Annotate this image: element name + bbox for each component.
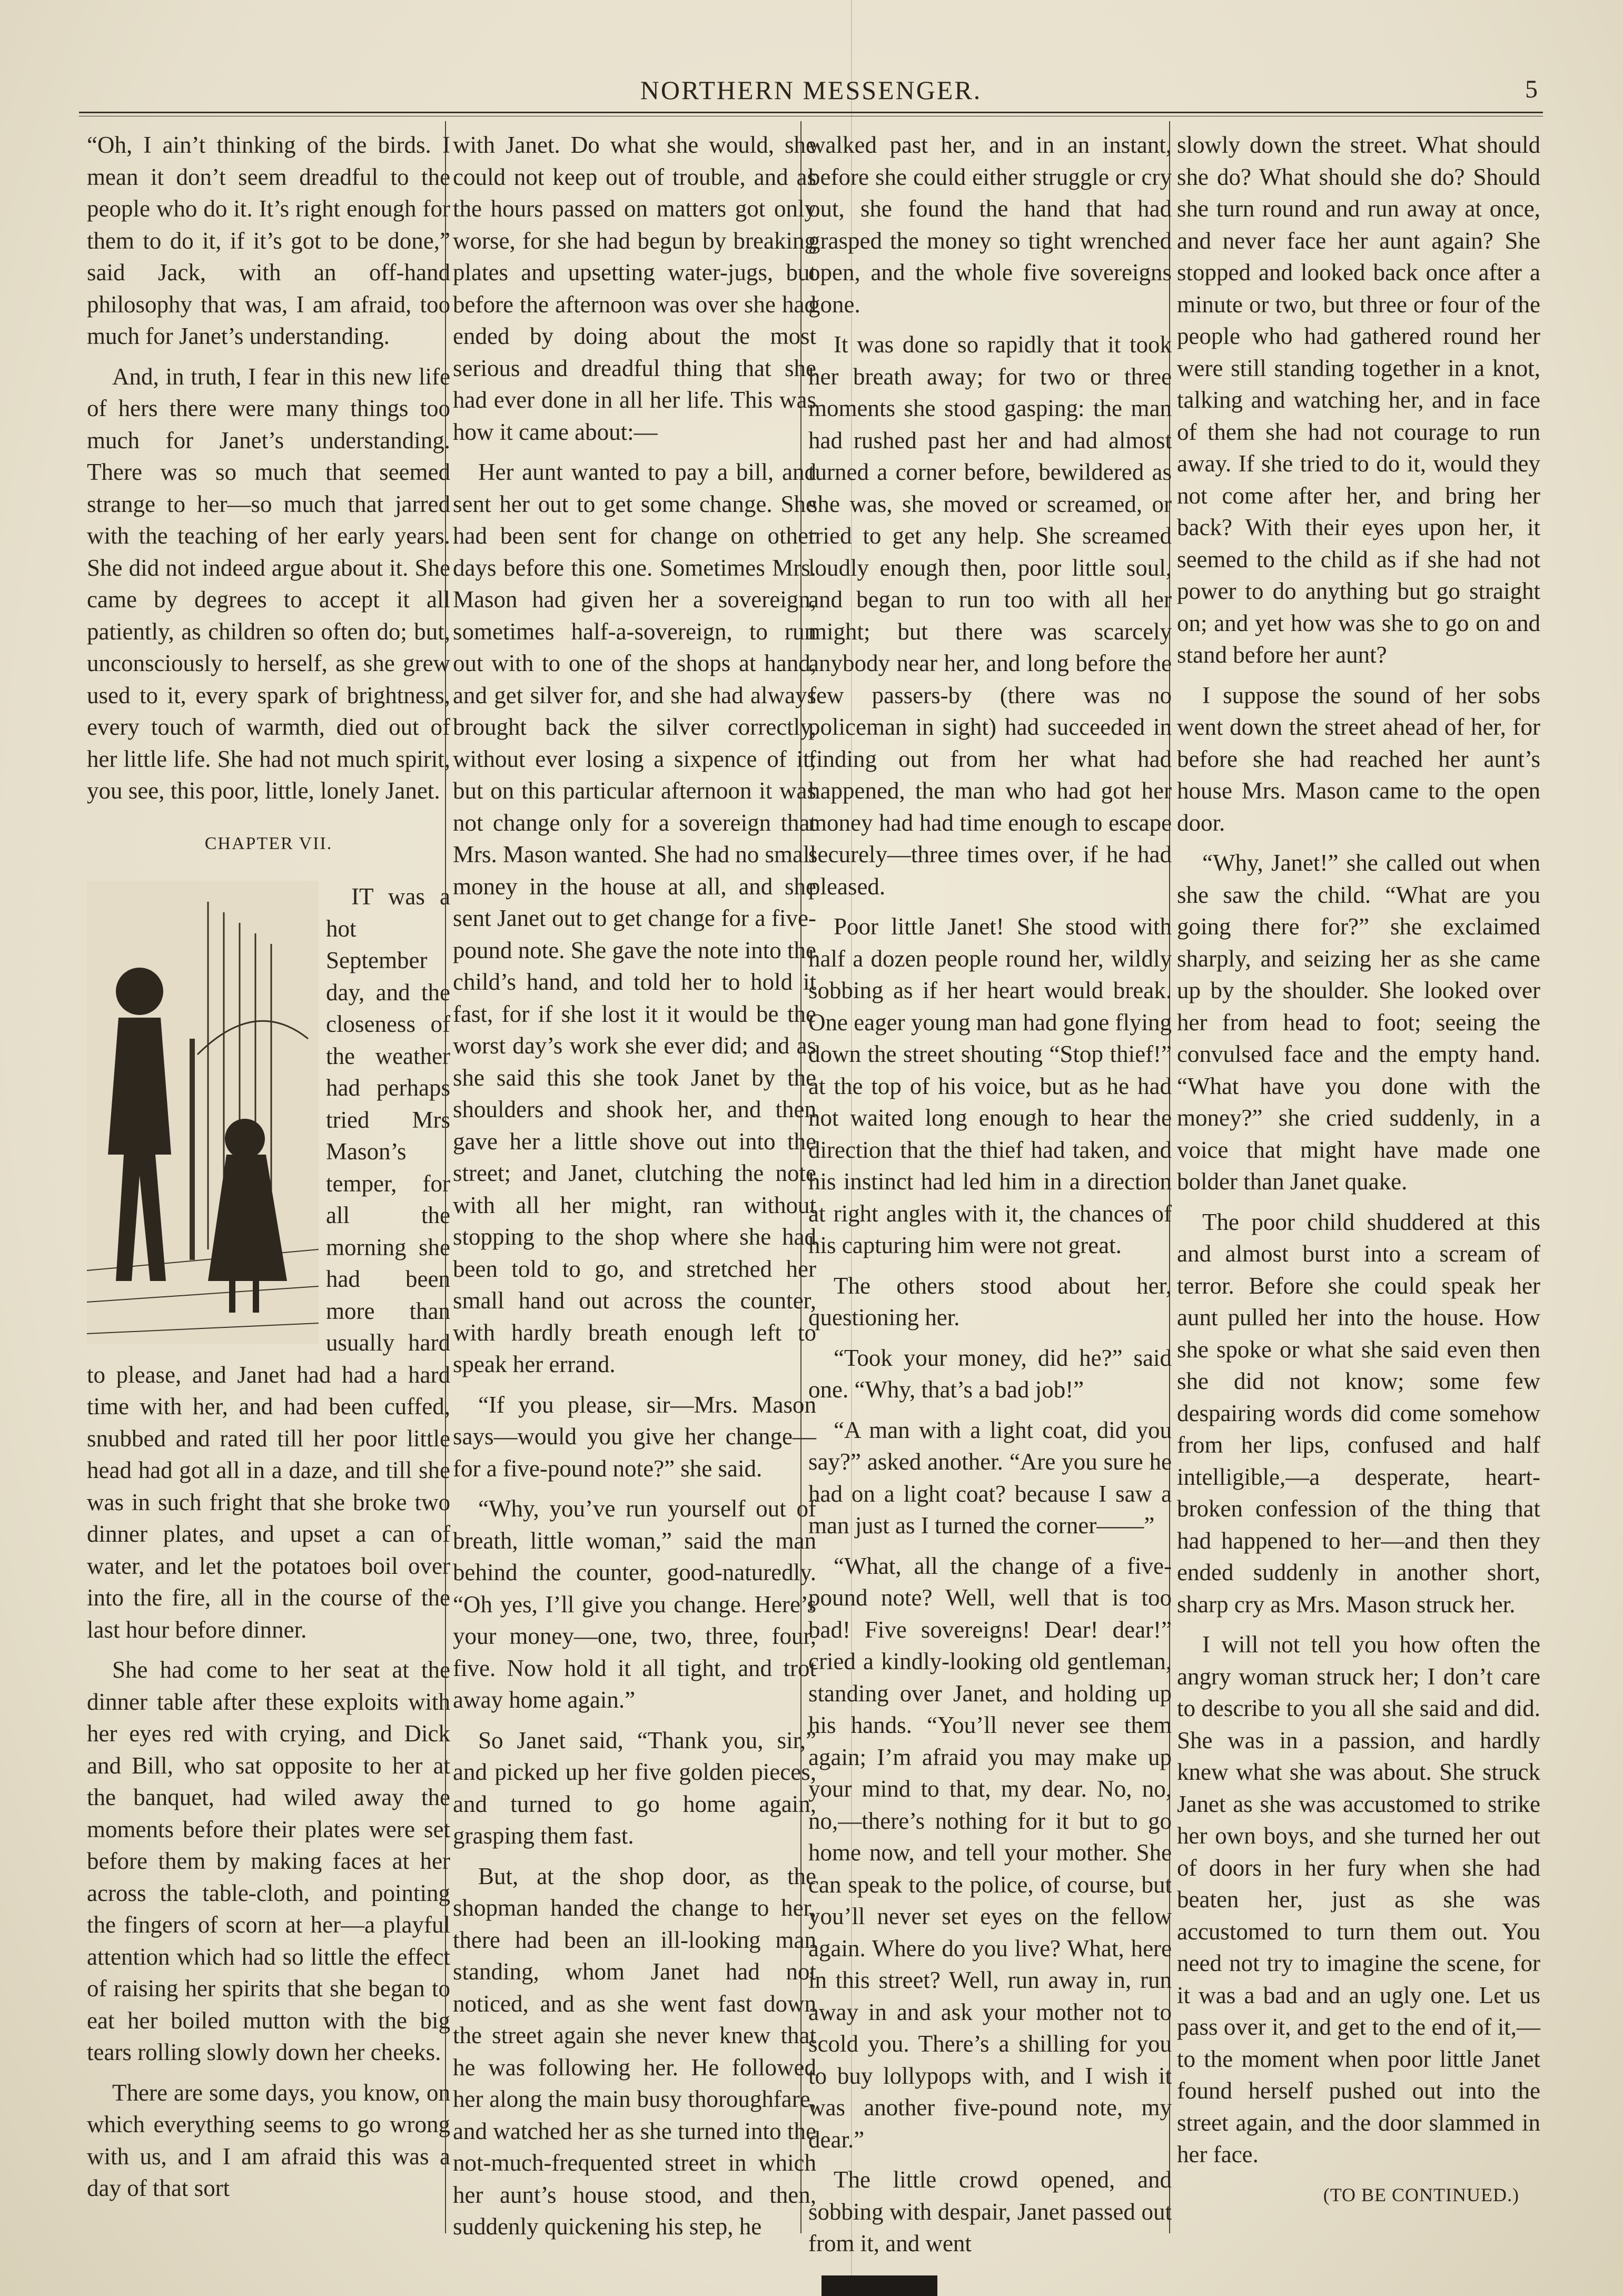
- page-number: 5: [1525, 75, 1538, 103]
- paragraph: “Took your money, did he?” said one. “Why, that’s a bad job!”: [808, 1344, 1172, 1403]
- page-edge-damage: [822, 2275, 937, 2296]
- paragraph: “Oh, I ain’t thinking of the birds. I mean it don’t seem dreadful to the people who do it. It’s right enough for them to do it, if it’s got to be done,” said Jack, with an off-hand philosophy that was, I am afraid, too much for Janet’s understanding.: [87, 132, 450, 349]
- paragraph: But, at the shop door, as the shopman handed the change to her, there had been an ill-looking man standing, whom Janet had not noticed, and as she went fast down the street again she never knew that he was following her. He followed her along the main busy thoroughfare, and watched her as she turned into the not-much-frequented street in which her aunt’s house stood, and then, suddenly quickening his step, he: [453, 1863, 816, 2240]
- paragraph: Poor little Janet! She stood with half a dozen people round her, wildly sobbing as if her heart would break. One eager young man had gone flying down the street shouting “Stop thief!” at the top of his voice, but as he had not waited long enough to hear the direction that the thief had taken, and his instinct had led him in a direction at right angles with it, the chances of his capturing him were not great.: [808, 913, 1172, 1258]
- paragraph: IT was a hot September day, and the closeness of the weather had perhaps tried Mrs Mason’s temper, for all the morning she had been more than usually hard to please, and Janet had had a hard time with her, and had been cuffed, snubbed and rated till her poor little head had got all in a daze, and till she was in such fright that she broke two dinner plates, and upset a can of water, and let the potatoes boil over into the fire, all in the course of the last hour before dinner.: [87, 883, 450, 1643]
- chapter-heading: CHAPTER VII.: [204, 833, 333, 853]
- paragraph: I suppose the sound of her sobs went down the street ahead of her, for before she had reached her aunt’s house Mrs. Mason came to the open door.: [1177, 682, 1540, 836]
- paragraph: “Why, Janet!” she called out when she saw the child. “What are you going there for?” she exclaimed sharply, and seizing her as she came up by the shoulder. She looked over her from head to foot; seeing the convulsed face and the empty hand. “What have you done with the money?” she cried suddenly, in a voice that might have made one bolder than Janet quake.: [1177, 850, 1540, 1195]
- paragraph: with Janet. Do what she would, she could not keep out of trouble, and as the hours passed on matters got only worse, for she had begun by breaking plates and upsetting water-jugs, but before the afternoon was over she had ended by doing about the most serious and dreadful thing that she had ever done in all her life. This was how it came about:—: [453, 132, 816, 445]
- paragraph: I will not tell you how often the angry woman struck her; I don’t care to describe to you all she said and did. She was in a passion, and hardly knew what she was about. She struck Janet as she was accustomed to strike her own boys, and she turned her out of doors in her fury when she had beaten her, just as she was accustomed to turn them out. You need not try to imagine the scene, for it was a bad and an ugly one. Let us pass over it, and get to the end of it,—to the moment when poor little Janet found herself pushed out into the street again, and the door slammed in her face.: [1177, 1631, 1540, 2167]
- paragraph: The little crowd opened, and sobbing with despair, Janet passed out from it, and went: [808, 2166, 1172, 2256]
- paragraph: “Why, you’ve run yourself out of breath, little woman,” said the man behind the counter, good-naturedly. “Oh yes, I’ll give you change. Here’s your money—one, two, three, four, five. Now hold it all tight, and trot away home again.”: [453, 1495, 816, 1713]
- column-3: [808, 129, 1172, 2256]
- to-be-continued: (TO BE CONTINUED.): [1323, 2184, 1519, 2205]
- header-rule: [79, 112, 1543, 113]
- paragraph: The poor child shuddered at this and almost burst into a scream of terror. Before she could speak her aunt pulled her into the house. How she spoke or what she said even then she did not know; some few despairing words did come somehow from her lips, confused and half intelligible,—a desperate, heart-broken confession of the thing that had happened to her—and then they ended suddenly in another short, sharp cry as Mrs. Mason struck her.: [1177, 1208, 1540, 1618]
- paragraph: There are some days, you know, on which everything seems to go wrong with us, and I am afraid this was a day of that sort: [87, 2079, 450, 2201]
- paragraph: So Janet said, “Thank you, sir,” and picked up her five golden pieces, and turned to go home again, grasping them fast.: [453, 1727, 816, 1849]
- paragraph: It was done so rapidly that it took her breath away; for two or three moments she stood gasping: the man had rushed past her and had almost turned a corner before, bewildered as she was, she moved or screamed, or tried to get any help. She screamed loudly enough then, poor little soul, and began to run too with all her might; but there was scarcely anybody near her, and long before the few passers-by (there was no policeman in sight) had succeeded in finding out from her what had happened, the man who had got her money had had time enough to escape securely—three times over, if he had pleased.: [808, 331, 1172, 900]
- paragraph: slowly down the street. What should she do? What should she do? Should she turn round and run away at once, and never face her aunt again? She stopped and looked back once after a minute or two, but three or four of the people who had gathered round her were still standing together in a knot, talking and watching her, and in face of them she had not courage to run away. If she tried to do it, would they not come after her, and bring her back? With their eyes upon her, it seemed to the child as if she had not power to do anything but go straight on; and yet how was she to go on and stand before her aunt?: [1177, 132, 1540, 668]
- illustration-boy-and-girl: [87, 881, 319, 1344]
- masthead-title: NORTHERN MESSENGER.: [640, 75, 982, 105]
- column-1: [87, 129, 450, 2225]
- paragraph: “If you please, sir—Mrs. Mason says—would you give her change—for a five-pound note?” she said.: [453, 1391, 816, 1482]
- paragraph: “A man with a light coat, did you say?” asked another. “Are you sure he had on a light coat? because I saw a man just as I turned the corner——”: [808, 1416, 1172, 1539]
- paragraph: walked past her, and in an instant, before she could either struggle or cry out, she found the hand that had grasped the money so tight wrenched open, and the whole five sovereigns gone.: [808, 132, 1172, 318]
- column-4: [1177, 129, 1540, 2225]
- column-2: [453, 129, 816, 2240]
- paragraph: The others stood about her, questioning her.: [808, 1272, 1172, 1331]
- paragraph: “What, all the change of a five-pound note? Well, well that is too bad! Five sovereigns! Dear! dear!” cried a kindly-looking old gentleman, standing over Janet, and holding up his hands. “You’ll never see them again; I’m afraid you may make up your mind to that, my dear. No, no, no,—there’s nothing for it but to go home now, and tell your mother. She can speak to the police, of course, but you’ll never set eyes on the fellow again. Where do you live? What, here in this street? Well, run away in, run away in and ask your mother not to scold you. There’s a shilling for you to buy lollypops with, and I wish it was another five-pound note, my dear.”: [808, 1552, 1172, 2153]
- paragraph: And, in truth, I fear in this new life of hers there were many things too much for Janet’s understanding. There was so much that seemed strange to her—so much that jarred with the teaching of her early years. She did not indeed argue about it. She came by degrees to accept it all patiently, as children so often do; but, unconsciously to herself, as she grew used to it, every spark of brightness, every touch of warmth, died out of her little life. She had not much spirit, you see, this poor, little, lonely Janet.: [87, 363, 450, 804]
- paragraph: Her aunt wanted to pay a bill, and sent her out to get some change. She had been sent for change on other days before this one. Sometimes Mrs. Mason had given her a sovereign, sometimes half-a-sovereign, to run out with to one of the shops at hand, and get silver for, and she had always brought back the silver correctly, without ever losing a sixpence of it; but on this particular afternoon it was not change only for a sovereign that Mrs. Mason wanted. She had no small money in the house at all, and she sent Janet out to get change for a five-pound note. She gave the note into the child’s hand, and told her to hold it fast, for if she lost it it would be the worst day’s work she ever did; and as she said this she took Janet by the shoulders and shook her, and then gave her a little shove out into the street; and Janet, clutching the note with all her might, ran without stopping to the shop where she had been told to go, and stretched her small hand out across the counter, with hardly breath enough left to speak her errand.: [453, 459, 816, 1377]
- paragraph: She had come to her seat at the dinner table after these exploits with her eyes red with crying, and Dick and Bill, who sat opposite to her at the banquet, had wiled away the moments before their plates were set before them by making faces at her across the table-cloth, and pointing the fingers of scorn at her—a playful attention which had so little the effect of raising her spirits that she began to eat her boiled mutton with the big tears rolling slowly down her cheeks.: [87, 1657, 450, 2065]
